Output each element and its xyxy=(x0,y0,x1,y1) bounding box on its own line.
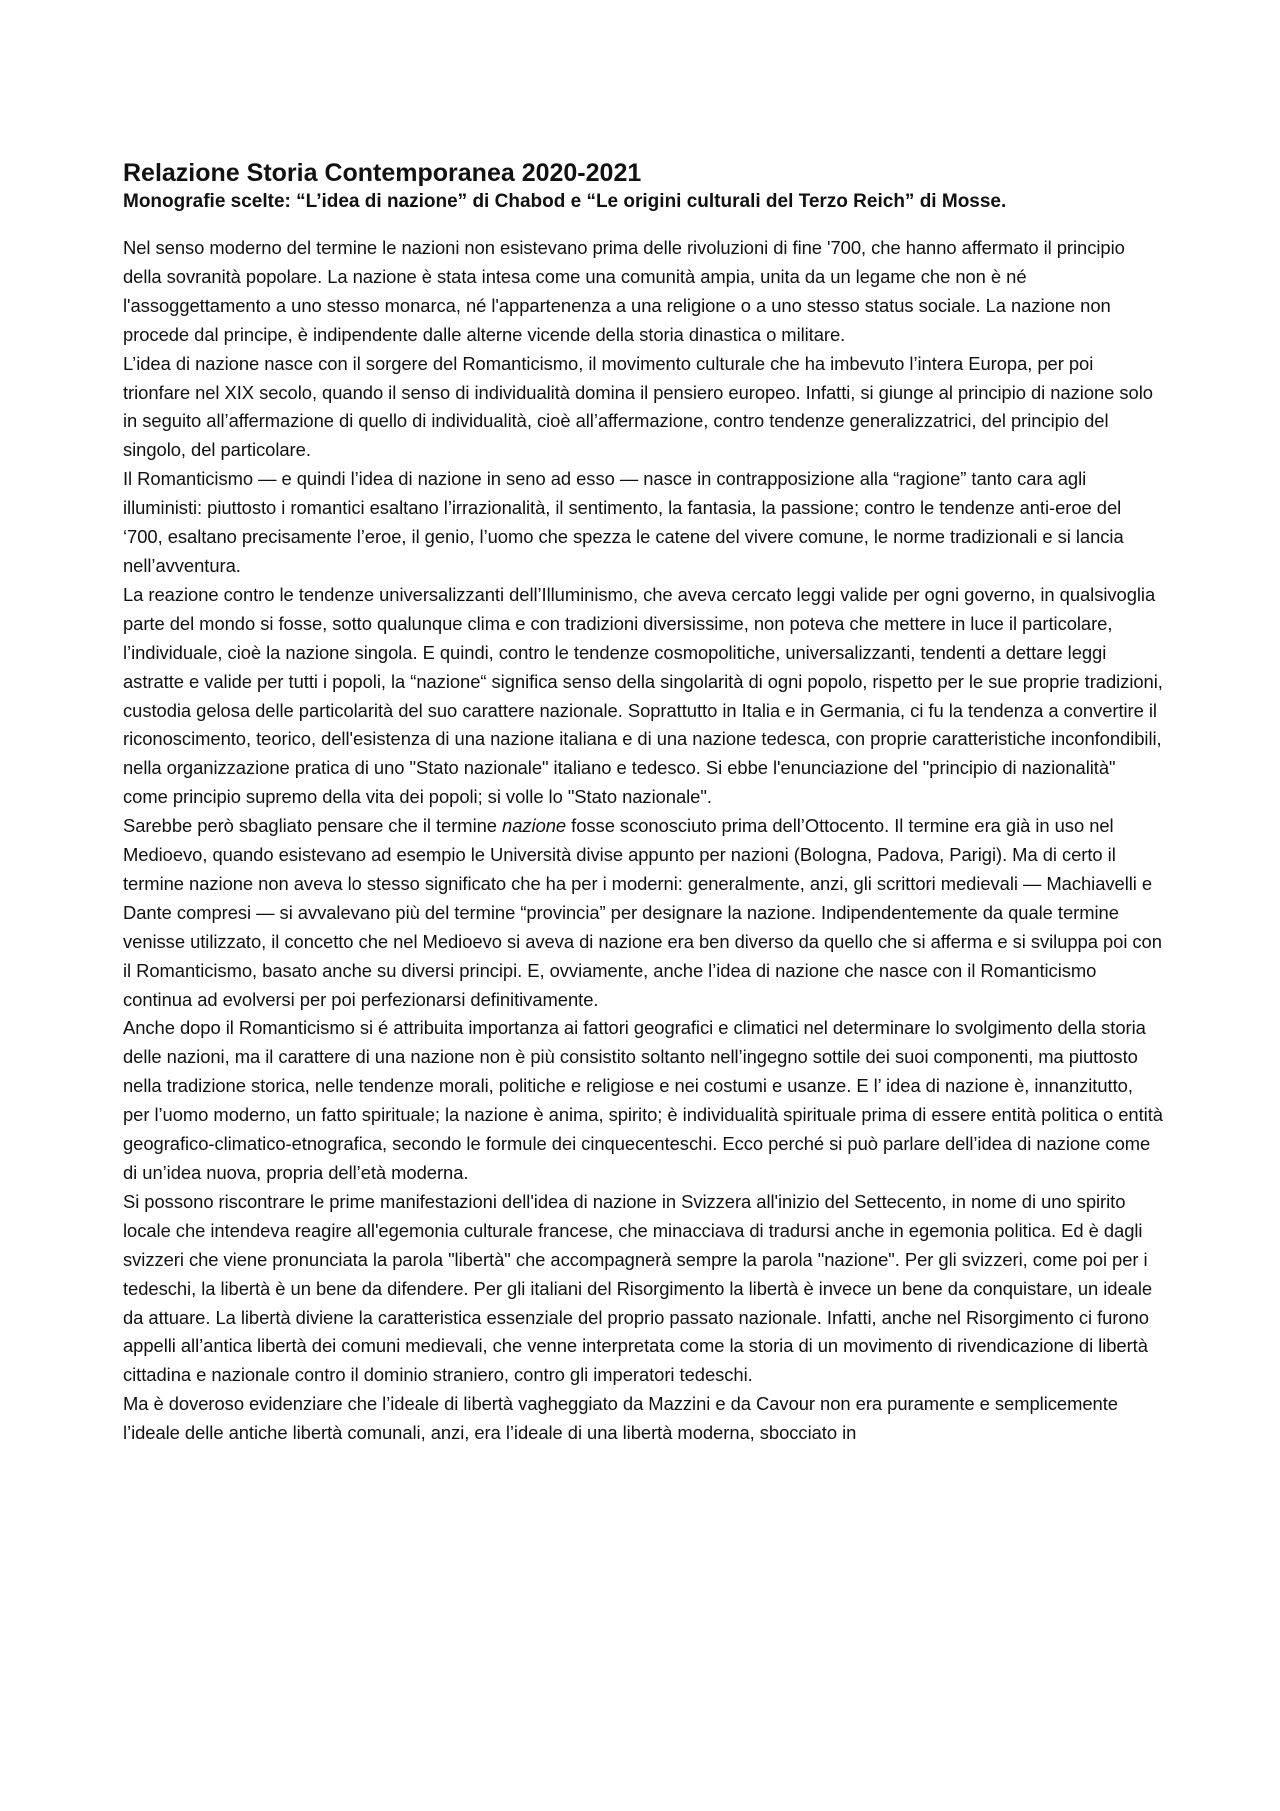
paragraph-6: Anche dopo il Romanticismo si é attribuita importanza ai fattori geografici e climatici nel determinare lo svolgimento della storia delle nazioni, ma il carattere di una nazione non è più consistito soltanto nell’ingegno sottile dei suoi componenti, ma piuttosto nella tradizione storica, nelle tendenze morali, politiche e religiose e nei costumi e usanze. E l’ idea di nazione è, innanzitutto, per l’uomo moderno, un fatto spirituale; la nazione è anima, spirito; è individualità spirituale prima di essere entità politica o entità geografico-climatico-etnografica, secondo le formule dei cinquecenteschi. Ecco perché si può parlare dell’idea di nazione come di un’idea nuova, propria dell’età moderna. xyxy=(123,1017,1163,1183)
paragraph-1: Nel senso moderno del termine le nazioni non esistevano prima delle rivoluzioni di fine '700, che hanno affermato il principio della sovranità popolare. La nazione è stata intesa come una comunità ampia, unita da un legame che non è né l'assoggettamento a uno stesso monarca, né l'appartenenza a una religione o a uno stesso status sociale. La nazione non procede dal principe, è indipendente dalle alterne vicende della storia dinastica o militare. xyxy=(123,237,1125,345)
document-title: Relazione Storia Contemporanea 2020-2021 xyxy=(123,159,642,187)
paragraph-5-start: Sarebbe però sbagliato pensare che il termine xyxy=(123,815,503,837)
document-page xyxy=(123,158,1163,1448)
paragraph-5 xyxy=(123,812,1163,1014)
document-body xyxy=(123,234,1163,1448)
paragraph-8: Ma è doveroso evidenziare che l’ideale di libertà vagheggiato da Mazzini e da Cavour non era puramente e semplicemente l’ideale delle antiche libertà comunali, anzi, era l’ideale di una libertà moderna, sbocciato in xyxy=(123,1393,1118,1444)
paragraph-7: Si possono riscontrare le prime manifestazioni dell'idea di nazione in Svizzera all'inizio del Settecento, in nome di uno spirito locale che intendeva reagire all'egemonia culturale francese, che minacciava di tradursi anche in egemonia politica. Ed è dagli svizzeri che viene pronunciata la parola "libertà" che accompagnerà sempre la parola "nazione". Per gli svizzeri, come poi per i tedeschi, la libertà è un bene da difendere. Per gli italiani del Risorgimento la libertà è invece un bene da conquistare, un ideale da attuare. La libertà diviene la caratteristica essenziale del proprio passato nazionale. Infatti, anche nel Risorgimento ci furono appelli all’antica libertà dei comuni medievali, che venne interpretata come la storia di un movimento di rivendicazione di libertà cittadina e nazionale contro il dominio straniero, contro gli imperatori tedeschi. xyxy=(123,1190,1153,1386)
paragraph-2: L’idea di nazione nasce con il sorgere del Romanticismo, il movimento culturale che ha imbevuto l’intera Europa, per poi trionfare nel XIX secolo, quando il senso di individualità domina il pensiero europeo. Infatti, si giunge al principio di nazione solo in seguito all’affermazione di quello di individualità, cioè all’affermazione, contro tendenze generalizzatrici, del principio del singolo, del particolare. xyxy=(123,352,1153,461)
paragraph-3: Il Romanticismo — e quindi l’idea di nazione in seno ad esso — nasce in contrapposizione alla “ragione” tanto cara agli illuministi: piuttosto i romantici esaltano l’irrazionalità, il sentimento, la fantasia, la passione; contro le tendenze anti-eroe del ‘700, esaltano precisamente l’eroe, il genio, l’uomo che spezza le catene del vivere comune, le norme tradizionali e si lancia nell’avventura. xyxy=(123,468,1124,576)
document-subtitle: Monografie scelte: “L’idea di nazione” di Chabod e “Le origini culturali del Terzo Reich” di Mosse. xyxy=(123,191,1007,212)
paragraph-4: La reazione contro le tendenze universalizzanti dell’Illuminismo, che aveva cercato leggi valide per ogni governo, in qualsivoglia parte del mondo si fosse, sotto qualunque clima e con tradizioni diversissime, non poteva che mettere in luce il particolare, l’individuale, cioè la nazione singola. E quindi, contro le tendenze cosmopolitiche, universalizzanti, tendenti a dettare leggi astratte e valide per tutti i popoli, la “nazione“ significa senso della singolarità di ogni popolo, rispetto per le sue proprie tradizioni, custodia gelosa delle particolarità del suo carattere nazionale. Soprattutto in Italia e in Germania, ci fu la tendenza a convertire il riconoscimento, teorico, dell'esistenza di una nazione italiana e di una nazione tedesca, con proprie caratteristiche inconfondibili, nella organizzazione pratica di uno "Stato nazionale" italiano e tedesco. Si ebbe l'enunciazione del "principio di nazionalità" come principio supremo della vita dei popoli; si volle lo "Stato nazionale". xyxy=(123,583,1163,808)
paragraph-5-rest: fosse sconosciuto prima dell’Ottocento. Il termine era già in uso nel Medioevo, quando esistevano ad esempio le Università divise appunto per nazioni (Bologna, Padova, Parigi). Ma di certo il termine nazione non aveva lo stesso significato che ha per i moderni: generalmente, anzi, gli scrittori medievali — Machiavelli e Dante compresi — si avvalevano più del termine “provincia” per designare la nazione. Indipendentemente da quale termine venisse utilizzato, il concetto che nel Medioevo si aveva di nazione era ben diverso da quello che si afferma e si sviluppa poi con il Romanticismo, basato anche su diversi principi. E, ovviamente, anche l’idea di nazione che nasce con il Romanticismo continua ad evolversi per poi perfezionarsi definitivamente. xyxy=(123,815,1162,1010)
italic-term-nazione: nazione xyxy=(502,815,567,837)
